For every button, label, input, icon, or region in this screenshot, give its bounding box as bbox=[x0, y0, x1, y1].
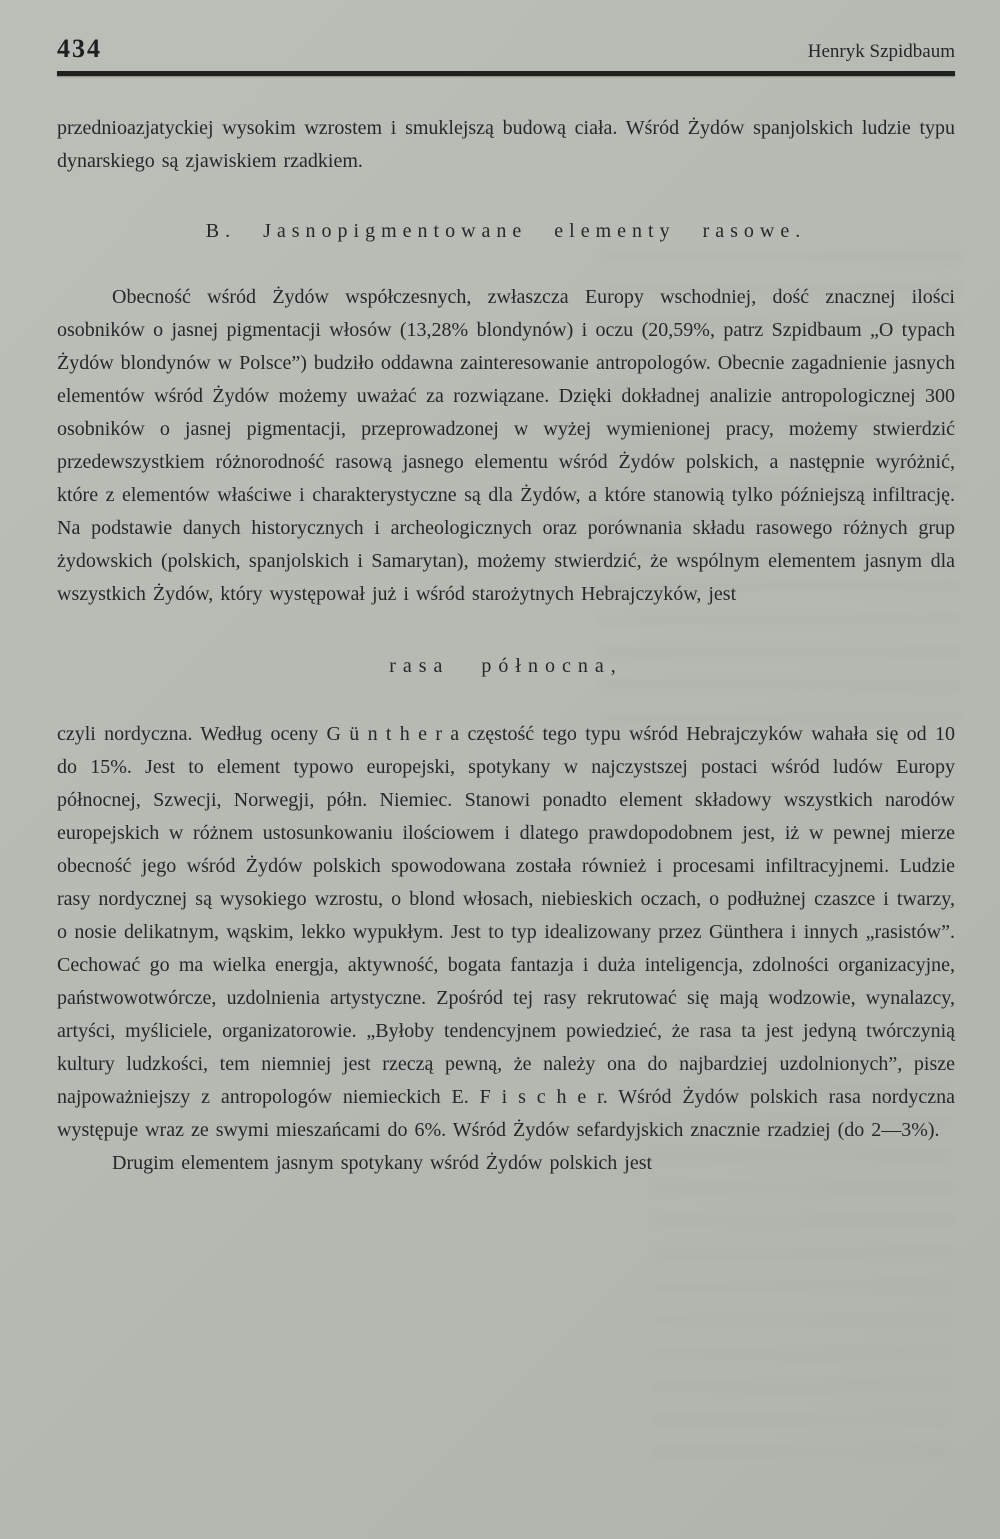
running-header-author: Henryk Szpidbaum bbox=[807, 41, 955, 62]
section-heading: B. Jasnopigmentowane elementy rasowe. bbox=[205, 220, 807, 242]
intro-paragraph: przednioazjatyckiej wysokim wzrostem i smuklejszą budową ciała. Wśród Żydów spanjolskich ludzie typu dynarskiego są zjawiskiem rzadkiem. bbox=[57, 117, 955, 172]
race-heading: rasa północna, bbox=[389, 655, 623, 677]
closing-paragraph: Drugim elementem jasnym spotykany wśród Żydów polskich jest bbox=[112, 1152, 653, 1174]
paragraph-czyli: czyli nordyczna. Według oceny G ü n t h e r a częstość tego typu wśród Hebrajczyków wahała się od 10 do 15%. Jest to element typowo europejski, spotykany w najczystszej postaci wśród ludów Europy północnej, Szwecji, Norwegji, półn. Niemiec. Stanowi ponadto element składowy wszystkich narodów europejskich w różnem ustosunkowaniu ilościowem i dlatego prawdopodobnem jest, iż w pewnej mierze obecność jego wśród Żydów polskich spowodowana została również i procesami infiltracyjnemi. Ludzie rasy nordycznej są wysokiego wzrostu, o blond włosach, niebieskich oczach, o podłużnej czaszce i twarzy, o nosie delikatnym, wąskim, lekko wypukłym. Jest to typ idealizowany przez Günthera i innych „rasistów”. Cechować go ma wielka energja, aktywność, bogata fantazja i duża inteligencja, zdolności organizacyjne, państwowotwórcze, uzdolnienia artystyczne. Zpośród tej rasy rekrutować się mają wodzowie, wynalazcy, artyści, myśliciele, organizatorowie. „Byłoby tendencyjnem powiedzieć, że rasa ta jest jedyną twórczynią kultury ludzkości, tem niemniej jest rzeczą pewną, że należy ona do najbardziej uzdolnionych”, pisze najpoważniejszy z antropologów niemieckich E. F i s c h e r. Wśród Żydów polskich rasa nordyczna występuje wraz ze swymi mieszańcami do 6%. Wśród Żydów sefardyjskich znacznie rzadziej (do 2—3%). bbox=[57, 723, 955, 1141]
page-body bbox=[57, 112, 955, 1180]
page-header bbox=[57, 34, 955, 64]
header-rule bbox=[57, 71, 955, 76]
page-number: 434 bbox=[57, 34, 102, 63]
paragraph-obecnosc: Obecność wśród Żydów współczesnych, zwłaszcza Europy wschodniej, dość znacznej ilości osobników o jasnej pigmentacji włosów (13,28% blondynów) i oczu (20,59%, patrz Szpidbaum „O typach Żydów blondynów w Polsce”) budziło oddawna zainteresowanie antropologów. Obecnie zagadnienie jasnych elementów wśród Żydów możemy uważać za rozwiązane. Dzięki dokładnej analizie antropologicznej 300 osobników o jasnej pigmentacji, przeprowadzonej w wyżej wymienionej pracy, możemy stwierdzić przedewszystkiem różnorodność rasową jasnego elementu wśród Żydów polskich, a następnie wyróżnić, które z elementów właściwe i charakterystyczne są dla Żydów, a które stanowią tylko późniejszą infiltrację. Na podstawie danych historycznych i archeologicznych oraz porównania składu rasowego różnych grup żydowskich (polskich, spanjolskich i Samarytan), możemy stwierdzić, że wspólnym elementem jasnym dla wszystkich Żydów, który występował już i wśród starożytnych Hebrajczyków, jest bbox=[57, 286, 955, 605]
